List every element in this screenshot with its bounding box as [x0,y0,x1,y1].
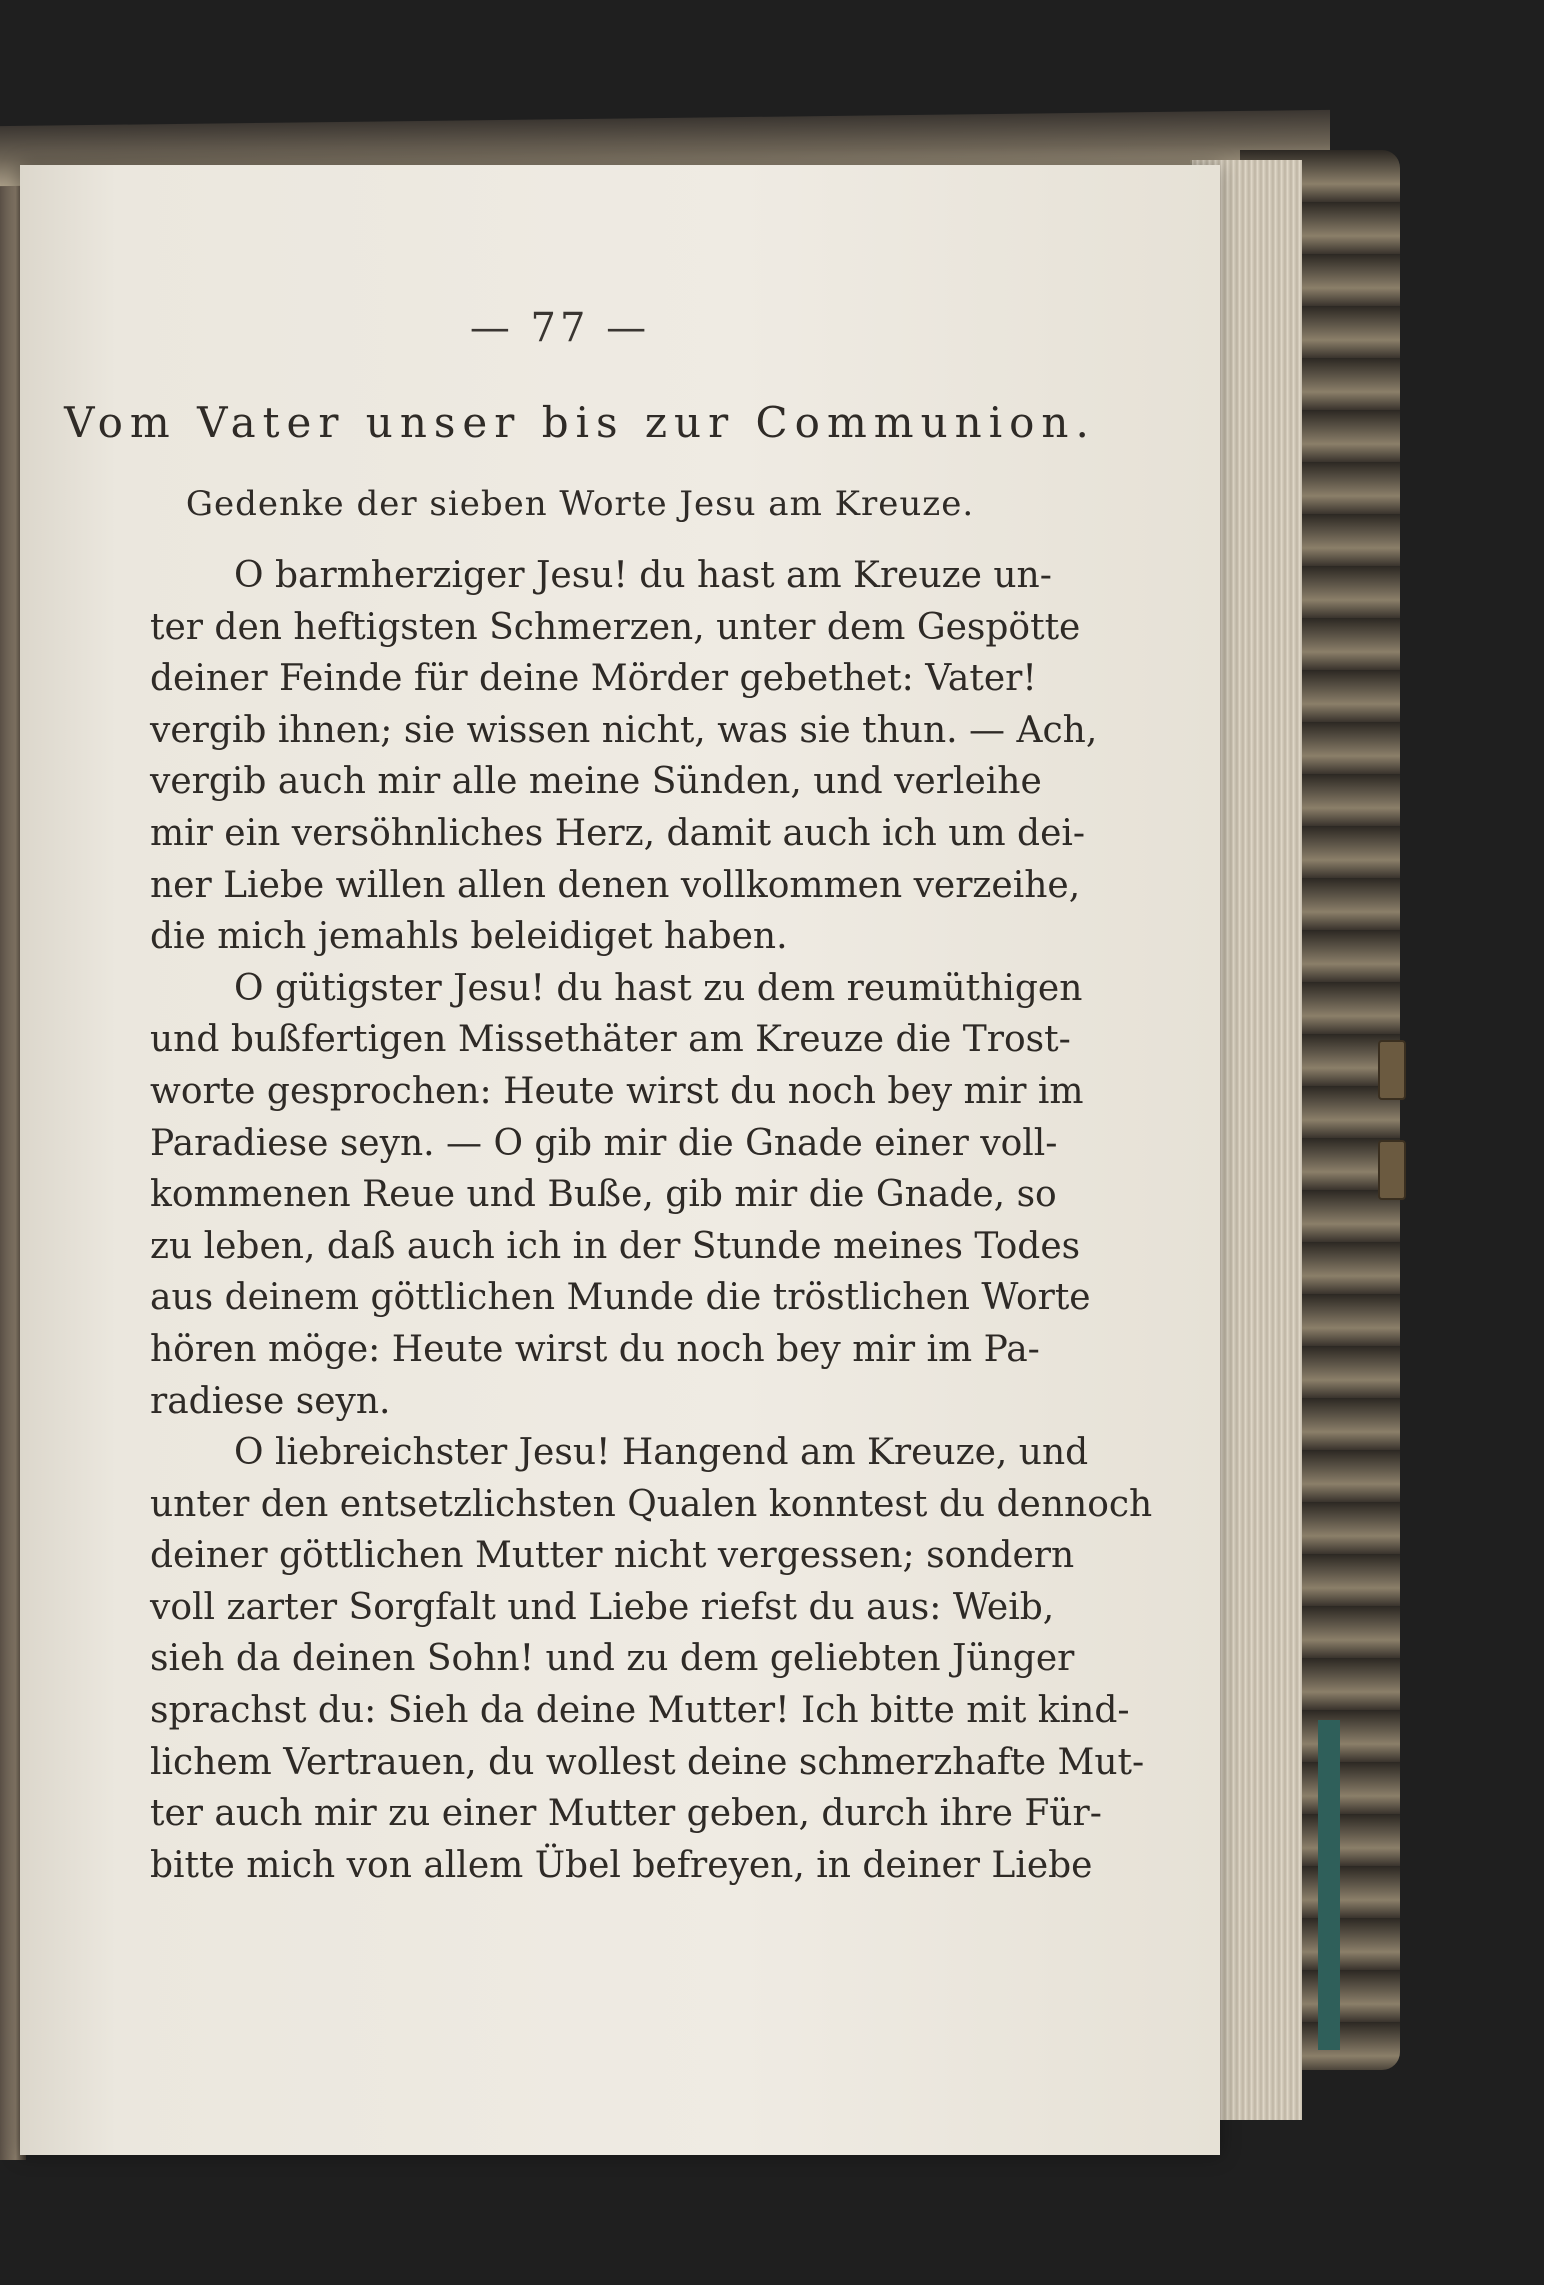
text-line: ner Liebe willen allen denen vollkommen verzeihe, [150,864,1081,906]
text-line: hören möge: Heute wirst du noch bey mir im Pa- [150,1328,1040,1370]
clasp-lower [1378,1140,1406,1200]
text-line: sprachst du: Sieh da deine Mutter! Ich bitte mit kind- [150,1690,1130,1732]
text-line: vergib ihnen; sie wissen nicht, was sie thun. — Ach, [150,709,1098,751]
section-subheading: Gedenke der sieben Worte Jesu am Kreuze. [185,484,975,524]
text-line: und bußfertigen Missethäter am Kreuze die Trost- [150,1019,1071,1061]
text-line: Paradiese seyn. — O gib mir die Gnade einer voll- [150,1122,1058,1164]
text-line: radiese seyn. [150,1380,391,1422]
text-line: worte gesprochen: Heute wirst du noch bey mir im [150,1070,1084,1112]
text-line: deiner göttlichen Mutter nicht vergessen; sondern [150,1535,1075,1577]
text-line: kommenen Reue und Buße, gib mir die Gnade, so [150,1174,1057,1216]
page-number: — 77 — [469,305,651,351]
text-line: bitte mich von allem Übel befreyen, in deiner Liebe [150,1844,1093,1886]
text-line: O barmherziger Jesu! du hast am Kreuze un- [234,555,1052,596]
text-line: voll zarter Sorgfalt und Liebe riefst du aus: Weib, [150,1586,1055,1628]
text-line: zu leben, daß auch ich in der Stunde meines Todes [150,1225,1081,1267]
ribbon-edge [1318,1720,1340,2050]
text-line: lichem Vertrauen, du wollest deine schmerzhafte Mut- [150,1741,1145,1783]
text-line: aus deinem göttlichen Munde die tröstlichen Worte [150,1277,1091,1319]
section-heading: Vom Vater unser bis zur Communion. [64,398,1096,447]
text-line: deiner Feinde für deine Mörder gebethet: Vater! [150,658,1037,700]
text-line: O liebreichster Jesu! Hangend am Kreuze, und [234,1432,1089,1474]
text-line: O gütigster Jesu! du hast zu dem reumüthigen [234,967,1083,1009]
text-line: ter den heftigsten Schmerzen, unter dem Gespötte [150,606,1081,648]
text-line: unter den entsetzlichsten Qualen konntest du dennoch [150,1483,1153,1525]
body-text [150,550,1153,1891]
text-line: vergib auch mir alle meine Sünden, und verleihe [150,761,1042,803]
text-line: sieh da deinen Sohn! und zu dem geliebten Jünger [150,1638,1075,1680]
text-line: die mich jemahls beleidiget haben. [150,916,788,958]
clasp-upper [1378,1040,1406,1100]
text-line: ter auch mir zu einer Mutter geben, durch ihre Für- [150,1793,1102,1835]
text-line: mir ein versöhnliches Herz, damit auch ich um dei- [150,812,1086,854]
